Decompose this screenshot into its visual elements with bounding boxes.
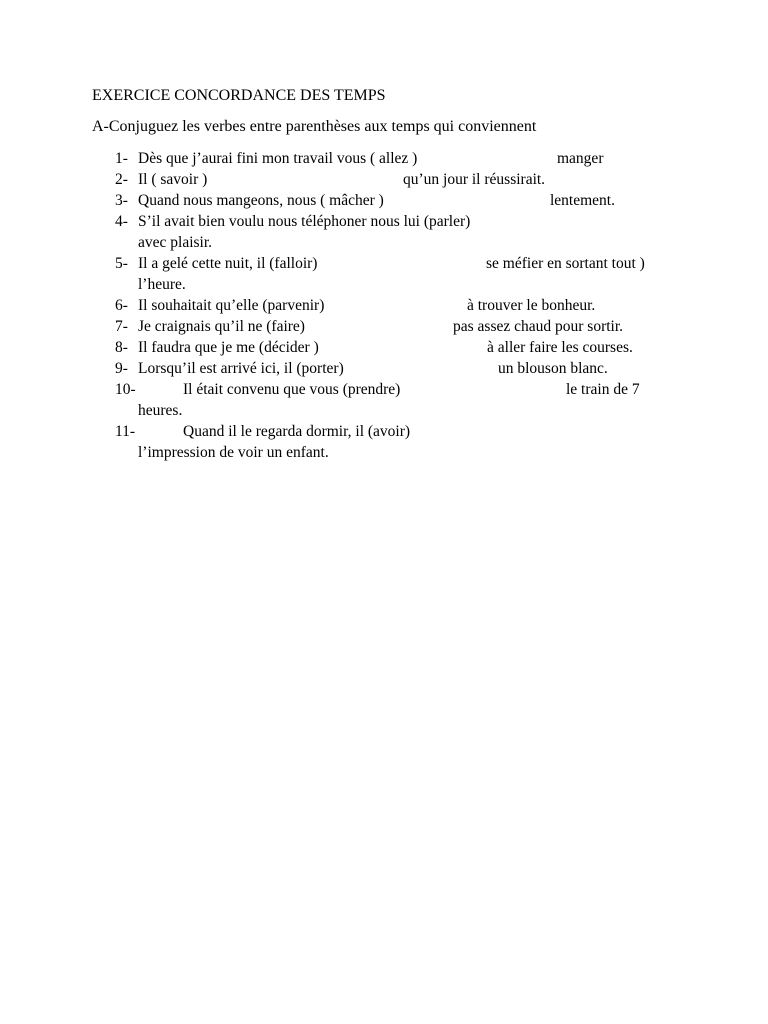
item-text: Il souhaitait qu’elle (parvenir)	[138, 297, 325, 314]
item-number: 6-	[115, 297, 128, 314]
item-text: Dès que j’aurai fini mon travail vous ( allez )	[138, 150, 418, 167]
item-text: Il a gelé cette nuit, il (falloir)	[138, 255, 318, 272]
item-text: Quand nous mangeons, nous ( mâcher )	[138, 192, 384, 209]
item-text: S’il avait bien voulu nous téléphoner nous lui (parler)	[138, 213, 471, 230]
item-number: 2-	[115, 171, 128, 188]
item-text: Il faudra que je me (décider )	[138, 339, 319, 356]
item-text: Quand il le regarda dormir, il (avoir)	[183, 423, 411, 440]
item-continuation: à aller faire les courses.	[487, 339, 633, 356]
exercise-instruction: A-Conjuguez les verbes entre parenthèses aux temps qui conviennent	[92, 118, 537, 135]
item-continuation: qu’un jour il réussirait.	[403, 171, 546, 188]
item-text: Il était convenu que vous (prendre)	[183, 381, 401, 398]
item-number: 4-	[115, 213, 128, 230]
item-number: 9-	[115, 360, 128, 377]
item-number: 3-	[115, 192, 128, 209]
item-number: 1-	[115, 150, 128, 167]
item-continuation: un blouson blanc.	[498, 360, 608, 377]
item-second-line: heures.	[138, 402, 183, 419]
item-continuation: se méfier en sortant tout )	[486, 255, 645, 272]
item-number: 11-	[115, 423, 136, 440]
item-number: 10-	[115, 381, 136, 398]
item-continuation: manger	[557, 150, 604, 167]
item-second-line: avec plaisir.	[138, 234, 213, 251]
item-second-line: l’heure.	[138, 276, 186, 293]
item-number: 8-	[115, 339, 128, 356]
item-number: 7-	[115, 318, 128, 335]
document-title: EXERCICE CONCORDANCE DES TEMPS	[92, 87, 386, 104]
item-continuation: lentement.	[550, 192, 615, 209]
item-text: Je craignais qu’il ne (faire)	[138, 318, 305, 335]
item-number: 5-	[115, 255, 128, 272]
item-continuation: pas assez chaud pour sortir.	[453, 318, 624, 335]
item-continuation: à trouver le bonheur.	[467, 297, 596, 314]
item-second-line: l’impression de voir un enfant.	[138, 444, 329, 461]
item-text: Il ( savoir )	[138, 171, 208, 188]
item-continuation: le train de 7	[566, 381, 640, 398]
item-text: Lorsqu’il est arrivé ici, il (porter)	[138, 360, 344, 377]
